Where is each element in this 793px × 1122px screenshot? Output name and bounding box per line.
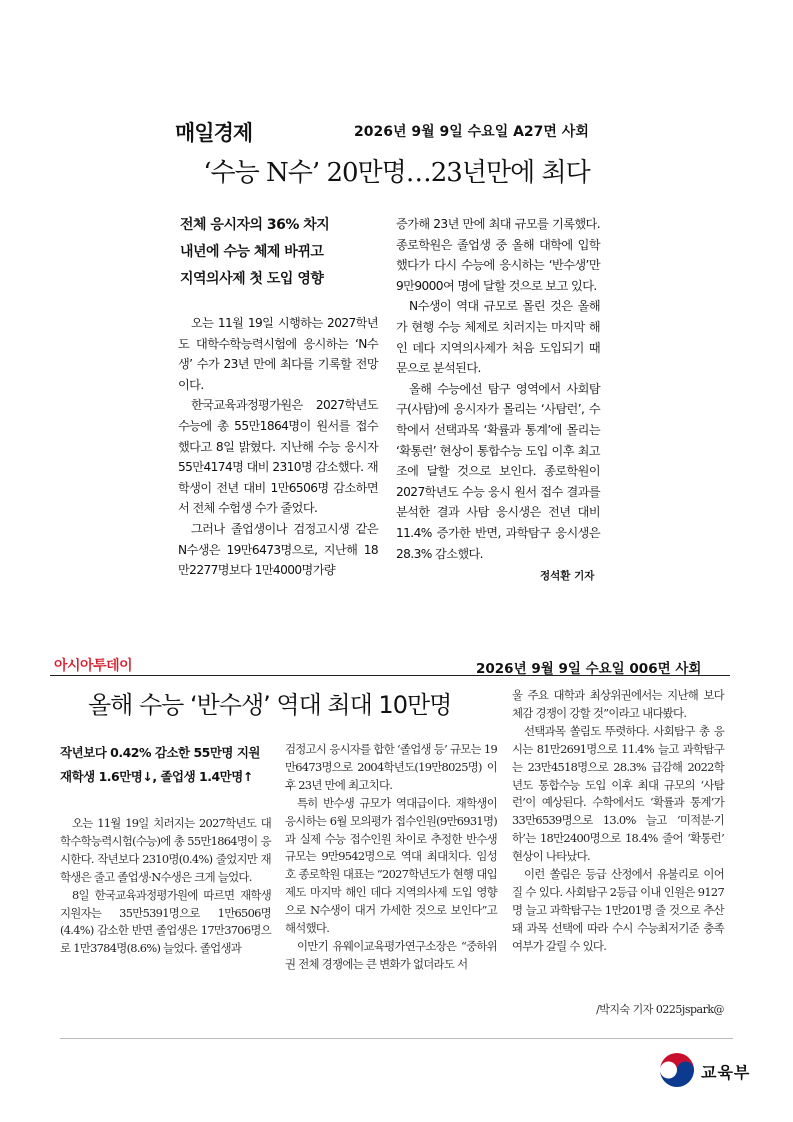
article-column-1 (60, 815, 271, 958)
header-rule (50, 675, 730, 676)
paragraph: 오는 11월 19일 시행하는 2027학년도 대학수학능력시험에 응시하는 ‘N수생’ 수가 23년 만에 최다를 기록할 전망이다. (178, 316, 378, 392)
paragraph: 검정고시 응시자를 합한 ‘졸업생 등’ 규모는 19만6473명으로 2004학년도(19만8025명) 이후 23년 만에 최고치다. (285, 742, 497, 792)
footer-divider (60, 1038, 733, 1039)
subhead-line: 작년보다 0.42% 감소한 55만명 지원 (60, 745, 260, 760)
paragraph: 오는 11월 19일 치러지는 2027학년도 대학수학능력시험(수능)에 총 55만1864명이 응시한다. 작년보다 2310명(0.4%) 줄었지만 재학생은 줄고 졸업생·N수생은 크게 늘었다. (60, 816, 271, 884)
paragraph: 이만기 유웨이교육평가연구소장은 “중하위권 전체 경쟁에는 큰 변화가 없더라도 서 (285, 938, 497, 971)
article-column-2 (396, 214, 600, 564)
dateline: 2026년 9월 9일 수요일 006면 사회 (476, 661, 702, 677)
paragraph: 특히 반수생 규모가 역대급이다. 재학생이 응시하는 6월 모의평가 접수인원(9만6931명)과 실제 수능 접수인원 차이로 추정한 반수생 규모는 9만9542명으로 역대 최대치다. 임성호 종로학원 대표는 “2027학년도가 현행 대입제도 마지막 해인 데다 지역의사제 도입 영향으로 N수생이 대거 가세한 것으로 보인다”고 해석했다. (285, 795, 497, 936)
masthead-asiatoday (54, 655, 132, 675)
subheadline (180, 212, 375, 293)
paragraph: N수생이 역대 규모로 몰린 것은 올해가 현행 수능 체제로 치러지는 마지막 해인 데다 지역의사제가 처음 도입되기 때문으로 분석된다. (396, 299, 600, 376)
headline: 올해 수능 ‘반수생’ 역대 최대 10만명 (88, 691, 452, 719)
subhead-line: 재학생 1.6만명↓, 졸업생 1.4만명↑ (60, 769, 253, 784)
paragraph: 한국교육과정평가원은 2027학년도 수능에 총 55만1864명이 원서를 접수했다고 8일 밝혔다. 지난해 수능 응시자 55만4174명 대비 2310명 감소했다. 재학생이 전년 대비 1만6506명 감소하면서 전체 수험생 수가 줄었다. (178, 398, 378, 516)
paragraph: 올해 수능에선 탐구 영역에서 사회탐구(사탐)에 응시자가 몰리는 ‘사탐런’, 수학에서 선택과목 ‘확률과 통계’에 몰리는 ‘확통런’ 현상이 통합수능 도입 이후 최고조에 달할 것으로 보인다. 종로학원이 2027학년도 수능 응시 원서 접수 결과를 분석한 결과 사탐 응시생은 전년 대비 11.4% 증가한 반면, 과학탐구 응시생은 28.3% 감소했다. (396, 381, 600, 561)
byline: 정석환 기자 (540, 570, 595, 582)
paragraph: 이런 쏠림은 등급 산정에서 유불리로 이어질 수 있다. 사회탐구 2등급 이내 인원은 9127명 늘고 과학탐구는 1만201명 줄 것으로 추산돼 과목 선택에 따라 수시 수능최저기준 충족 여부가 갈릴 수 있다. (512, 867, 724, 953)
article-column-3 (512, 687, 724, 956)
paragraph: 8일 한국교육과정평가원에 따르면 재학생 지원자는 35만5391명으로 1만6506명(4.4%) 감소한 반면 졸업생은 17만3706명으로 1만3784명(8.6%) 늘었다. 졸업생과 (60, 887, 271, 956)
subhead-line: 내년에 수능 체제 바뀌고 (180, 244, 324, 260)
paragraph: 울 주요 대학과 최상위권에서는 지난해 보다 체감 경쟁이 강할 것”이라고 내다봤다. (512, 688, 724, 720)
taegeuk-logo-icon (657, 1050, 697, 1090)
paragraph: 선택과목 쏠림도 뚜렷하다. 사회탐구 총 응시는 81만2691명으로 11.4% 늘고 과학탐구는 23만4518명으로 28.3% 급감해 2022학년도 통합수능 도입 이후 최대 규모의 ‘사탐런’이 예상된다. 수학에서도 ‘확률과 통계’가 33만6539명으로 13.0% 늘고 ‘미적분·기하’는 18만2400명으로 18.4% 줄어 ‘확통런’ 현상이 나타났다. (512, 723, 724, 864)
byline: /박지숙 기자 0225jspark@ (596, 1003, 724, 1016)
subhead-line: 지역의사제 첫 도입 영향 (180, 271, 324, 287)
paragraph: 증가해 23년 만에 최대 규모를 기록했다. 종로학원은 졸업생 중 올해 대학에 입학했다가 다시 수능에 응시하는 ‘반수생’만 9만9000여 명에 달할 것으로 보고 있다. (396, 217, 600, 293)
masthead-text: 아시아투데이 (54, 658, 133, 674)
dateline: 2026년 9월 9일 수요일 A27면 사회 (354, 124, 589, 140)
subhead-line: 전체 응시자의 36% 차지 (180, 217, 330, 233)
paragraph: 그러나 졸업생이나 검정고시생 같은 N수생은 19만6473명으로, 지난해 18만2277명보다 1만4000명가량 (178, 521, 378, 578)
masthead-maeil: 매일경제 (175, 121, 253, 145)
ministry-name: 교육부 (701, 1063, 751, 1082)
headline: ‘수능 N수’ 20만명…23년만에 최다 (203, 158, 590, 188)
article-column-1 (178, 313, 378, 581)
subheadline (60, 741, 275, 789)
article-column-2 (285, 741, 497, 974)
